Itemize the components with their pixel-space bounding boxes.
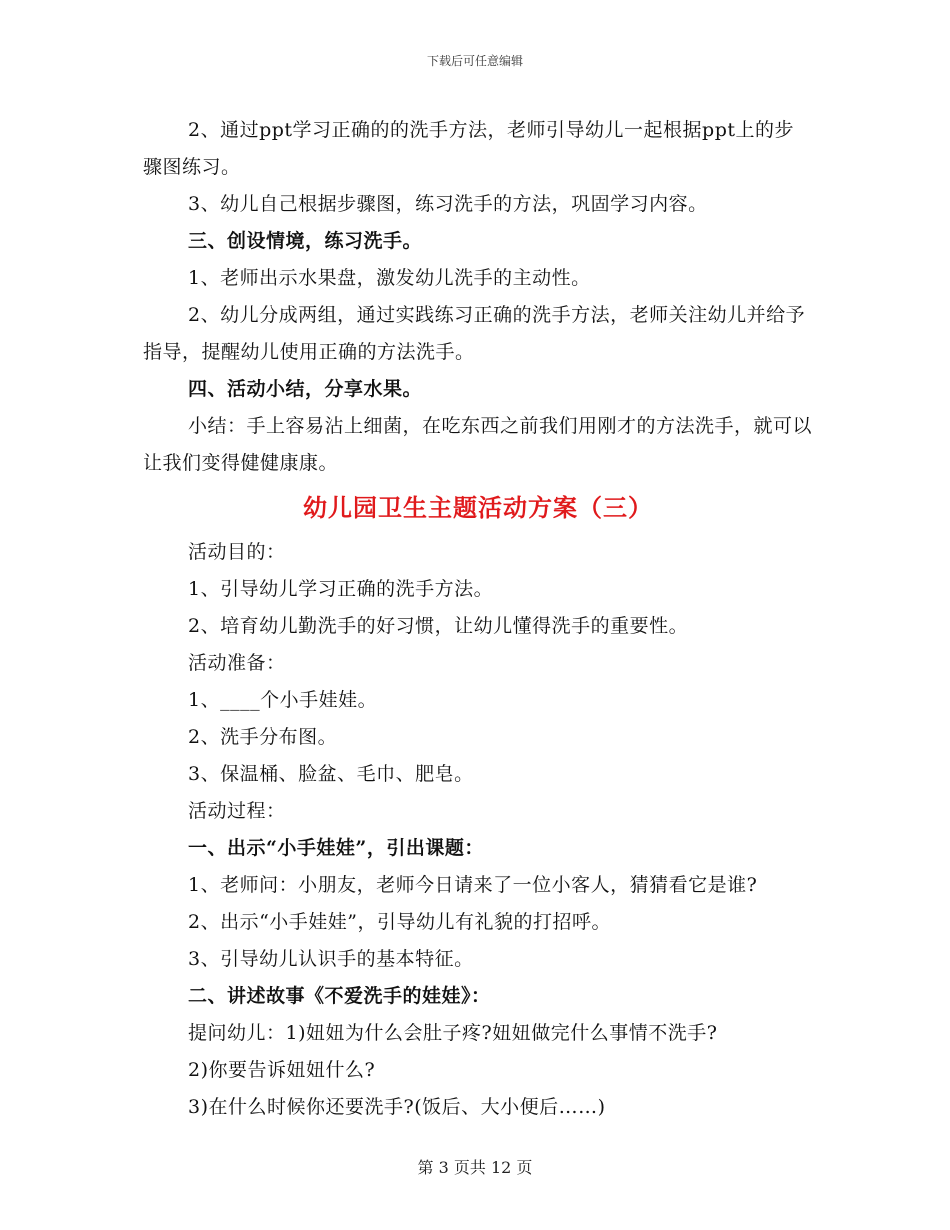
paragraph: 2)你要告诉妞妞什么? xyxy=(188,1059,376,1081)
section-heading: 二、讲述故事《不爱洗手的娃娃》： xyxy=(188,985,491,1007)
paragraph: 小结：手上容易沾上细菌，在吃东西之前我们用刚才的方法洗手，就可以让我们变得健健康康。 xyxy=(143,415,813,474)
paragraph: 活动过程： xyxy=(188,800,286,822)
paragraph: 活动目的： xyxy=(188,541,286,563)
paragraph: 3、幼儿自己根据步骤图，练习洗手的方法，巩固学习内容。 xyxy=(188,193,708,215)
paragraph: 提问幼儿：1)妞妞为什么会肚子疼?妞妞做完什么事情不洗手? xyxy=(188,1022,718,1044)
paragraph: 3)在什么时候你还要洗手?(饭后、大小便后……) xyxy=(188,1096,606,1118)
section-heading: 四、活动小结，分享水果。 xyxy=(188,378,423,400)
paragraph: 2、洗手分布图。 xyxy=(188,726,338,748)
section-heading: 三、创设情境，练习洗手。 xyxy=(188,230,423,252)
paragraph: 1、引导幼儿学习正确的洗手方法。 xyxy=(188,578,494,600)
section-heading: 一、出示“小手娃娃”，引出课题： xyxy=(188,837,484,859)
paragraph: 1、老师问：小朋友，老师今日请来了一位小客人，猜猜看它是谁? xyxy=(188,874,758,896)
page-footer: 第 3 页共 12 页 xyxy=(417,1158,533,1177)
paragraph: 活动准备： xyxy=(188,652,286,674)
paragraph: 2、通过ppt学习正确的的洗手方法，老师引导幼儿一起根据ppt上的步骤图练习。 xyxy=(143,119,795,178)
paragraph: 1、老师出示水果盘，激发幼儿洗手的主动性。 xyxy=(188,267,591,289)
paragraph: 1、____个小手娃娃。 xyxy=(188,689,378,711)
paragraph: 3、保温桶、脸盆、毛巾、肥皂。 xyxy=(188,763,474,785)
paragraph: 2、幼儿分成两组，通过实践练习正确的洗手方法，老师关注幼儿并给予指导，提醒幼儿使用正确的方法洗手。 xyxy=(143,304,806,363)
paragraph: 3、引导幼儿认识手的基本特征。 xyxy=(188,948,474,970)
document-body xyxy=(143,112,813,1126)
paragraph: 2、培育幼儿勤洗手的好习惯，让幼儿懂得洗手的重要性。 xyxy=(188,615,689,637)
document-title: 幼儿园卫生主题活动方案（三） xyxy=(303,493,653,522)
paragraph: 2、出示“小手娃娃”，引导幼儿有礼貌的打招呼。 xyxy=(188,911,612,933)
page-header: 下载后可任意编辑 xyxy=(426,54,523,68)
